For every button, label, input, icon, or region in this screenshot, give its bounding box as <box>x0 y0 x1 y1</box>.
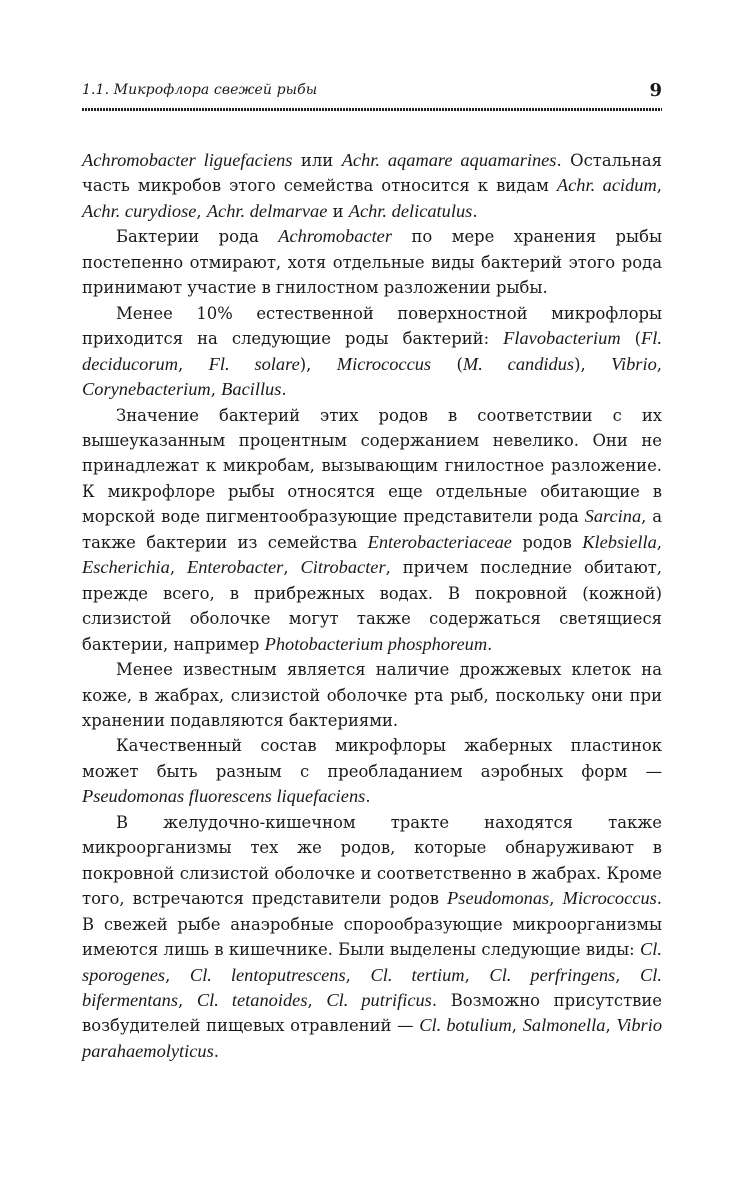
species-name: Achromobacter liguefaciens <box>82 150 293 170</box>
text-run: , <box>178 990 197 1010</box>
paragraph <box>82 148 662 224</box>
text-run: ( <box>620 329 642 349</box>
species-name: Enterobacteriaceae <box>367 531 512 552</box>
text-run: , <box>615 965 641 985</box>
text-run: . <box>365 787 371 807</box>
body-text <box>82 148 662 1064</box>
header-dotted-rule <box>82 108 662 111</box>
text-run: ( <box>431 354 463 374</box>
species-name: Enterobacter <box>186 557 284 578</box>
text-run: по мере хранения рыбы постепенно отмирают, хотя отдельные виды бактерий этого рода принимают участие в гнилостном разложении рыбы. <box>82 227 662 298</box>
text-run: . В свежей рыбе анаэробные спорообразующие микроорганизмы имеются лишь в кишечнике. Были выделены следующие виды: <box>82 889 663 960</box>
paragraph <box>82 224 662 300</box>
species-name: Cl. putrificus <box>326 989 432 1010</box>
species-name: Salmonella <box>522 1015 606 1036</box>
species-name: Pseudomonas <box>447 888 550 909</box>
species-name: Micrococcus <box>562 888 657 909</box>
species-name: Achr. aqamare aquamarines <box>341 150 557 170</box>
text-run: , <box>283 558 301 578</box>
species-name: Cl. tertium <box>370 964 465 985</box>
text-run: , <box>165 965 190 985</box>
species-name: Achr. acidum <box>556 175 657 196</box>
paragraph <box>82 733 662 809</box>
species-name: Achr. curydiose <box>82 200 197 221</box>
paragraph <box>82 657 662 733</box>
species-name: M. candidus <box>462 353 575 374</box>
species-name: Citrobacter <box>300 557 386 578</box>
text-run: . <box>281 380 287 400</box>
text-run: или <box>292 151 342 170</box>
species-name: Cl. sporogenes <box>82 939 662 985</box>
text-run: . <box>487 634 493 654</box>
text-run: , <box>196 201 207 221</box>
text-run: Менее 10% естественной поверхностной микрофлоры приходится на следующие роды бактерий: <box>82 303 662 349</box>
text-run: Значение бактерий этих родов в соответствии с их вышеуказанным процентным содержанием невелико. Они не принадлежат к микробам, вызывающим гнилостное разложение. К микрофлоре рыбы относятся еще отдельные обитающие в морской воде пигментообразующие представители рода <box>82 405 662 527</box>
book-page <box>82 78 662 1064</box>
text-run: Качественный состав микрофлоры жаберных пластинок может быть разным с преобладанием аэробных форм — <box>82 736 662 781</box>
species-name: Klebsiella <box>582 531 657 552</box>
text-run: , <box>511 1016 523 1036</box>
species-name: Cl. lentoputrescens <box>189 964 346 985</box>
text-run: и <box>327 201 349 221</box>
text-run: Бактерии рода <box>116 227 279 247</box>
text-run: , <box>656 354 662 374</box>
species-name: Micrococcus <box>336 353 432 374</box>
text-run: , <box>464 965 490 985</box>
text-run: , <box>605 1016 617 1036</box>
text-run: . Остальная часть микробов этого семейства относится к видам <box>82 151 663 196</box>
text-run: , а также бактерии из семейства <box>82 507 662 552</box>
species-name: Escherichia <box>82 557 170 578</box>
running-header-title: 1.1. Микрофлора свежей рыбы <box>82 82 318 98</box>
species-name: Cl. botulium <box>419 1015 512 1036</box>
species-name: Flavobacterium <box>503 328 621 349</box>
text-run: , <box>210 380 222 400</box>
species-name: Cl. bifermentans <box>82 964 663 1010</box>
text-run: , <box>307 990 327 1010</box>
species-name: Achr. delicatulus <box>348 200 473 221</box>
text-run: , <box>178 354 209 374</box>
species-name: Photobacterium phosphoreum <box>264 633 488 654</box>
text-run: , <box>656 176 662 196</box>
species-name: Vibrio parahaemolyticus <box>82 1015 663 1061</box>
text-run: , <box>169 558 187 578</box>
text-run: , <box>656 532 663 552</box>
species-name: Sarcina <box>584 506 642 527</box>
species-name: Cl. tetanoides <box>196 989 308 1010</box>
species-name: Corynebacterium <box>82 379 211 400</box>
species-name: Achromobacter <box>278 226 393 247</box>
running-header <box>82 78 662 106</box>
species-name: Vibrio <box>611 353 657 374</box>
paragraph <box>82 810 662 1065</box>
text-run: родов <box>511 532 583 552</box>
page-number: 9 <box>649 80 662 101</box>
text-run: Менее известным является наличие дрожжевых клеток на коже, в жабрах, слизистой оболочке рта рыб, поскольку они при хранении подавляются бактериями. <box>82 660 662 730</box>
text-run: , причем последние обитают, прежде всего, в прибрежных водах. В покровной (кожной) слизистой оболочке могут также содержаться светящиеся бактерии, например <box>82 558 663 654</box>
species-name: Bacillus <box>221 379 282 400</box>
species-name: Achr. delmarvae <box>206 200 328 221</box>
text-run: ), <box>299 354 337 374</box>
paragraph <box>82 403 662 658</box>
species-name: Fl. deciducorum <box>82 328 662 374</box>
text-run: В желудочно-кишечном тракте находятся также микроорганизмы тех же родов, которые обнаруживают в покровной слизистой оболочке и соответственно в жабрах. Кроме того, встречаются представители родов <box>82 812 662 909</box>
text-run: . <box>213 1041 219 1061</box>
text-run: , <box>549 889 563 909</box>
species-name: Fl. solare <box>208 353 300 374</box>
paragraph <box>82 301 662 403</box>
text-run: ), <box>574 354 612 374</box>
species-name: Pseudomonas fluorescens liquefaciens <box>82 786 366 807</box>
text-run: . Возможно присутствие возбудителей пищевых отравлений — <box>82 990 663 1036</box>
species-name: Cl. perfringens <box>489 964 616 985</box>
text-run: . <box>472 201 478 221</box>
text-run: , <box>345 965 371 985</box>
